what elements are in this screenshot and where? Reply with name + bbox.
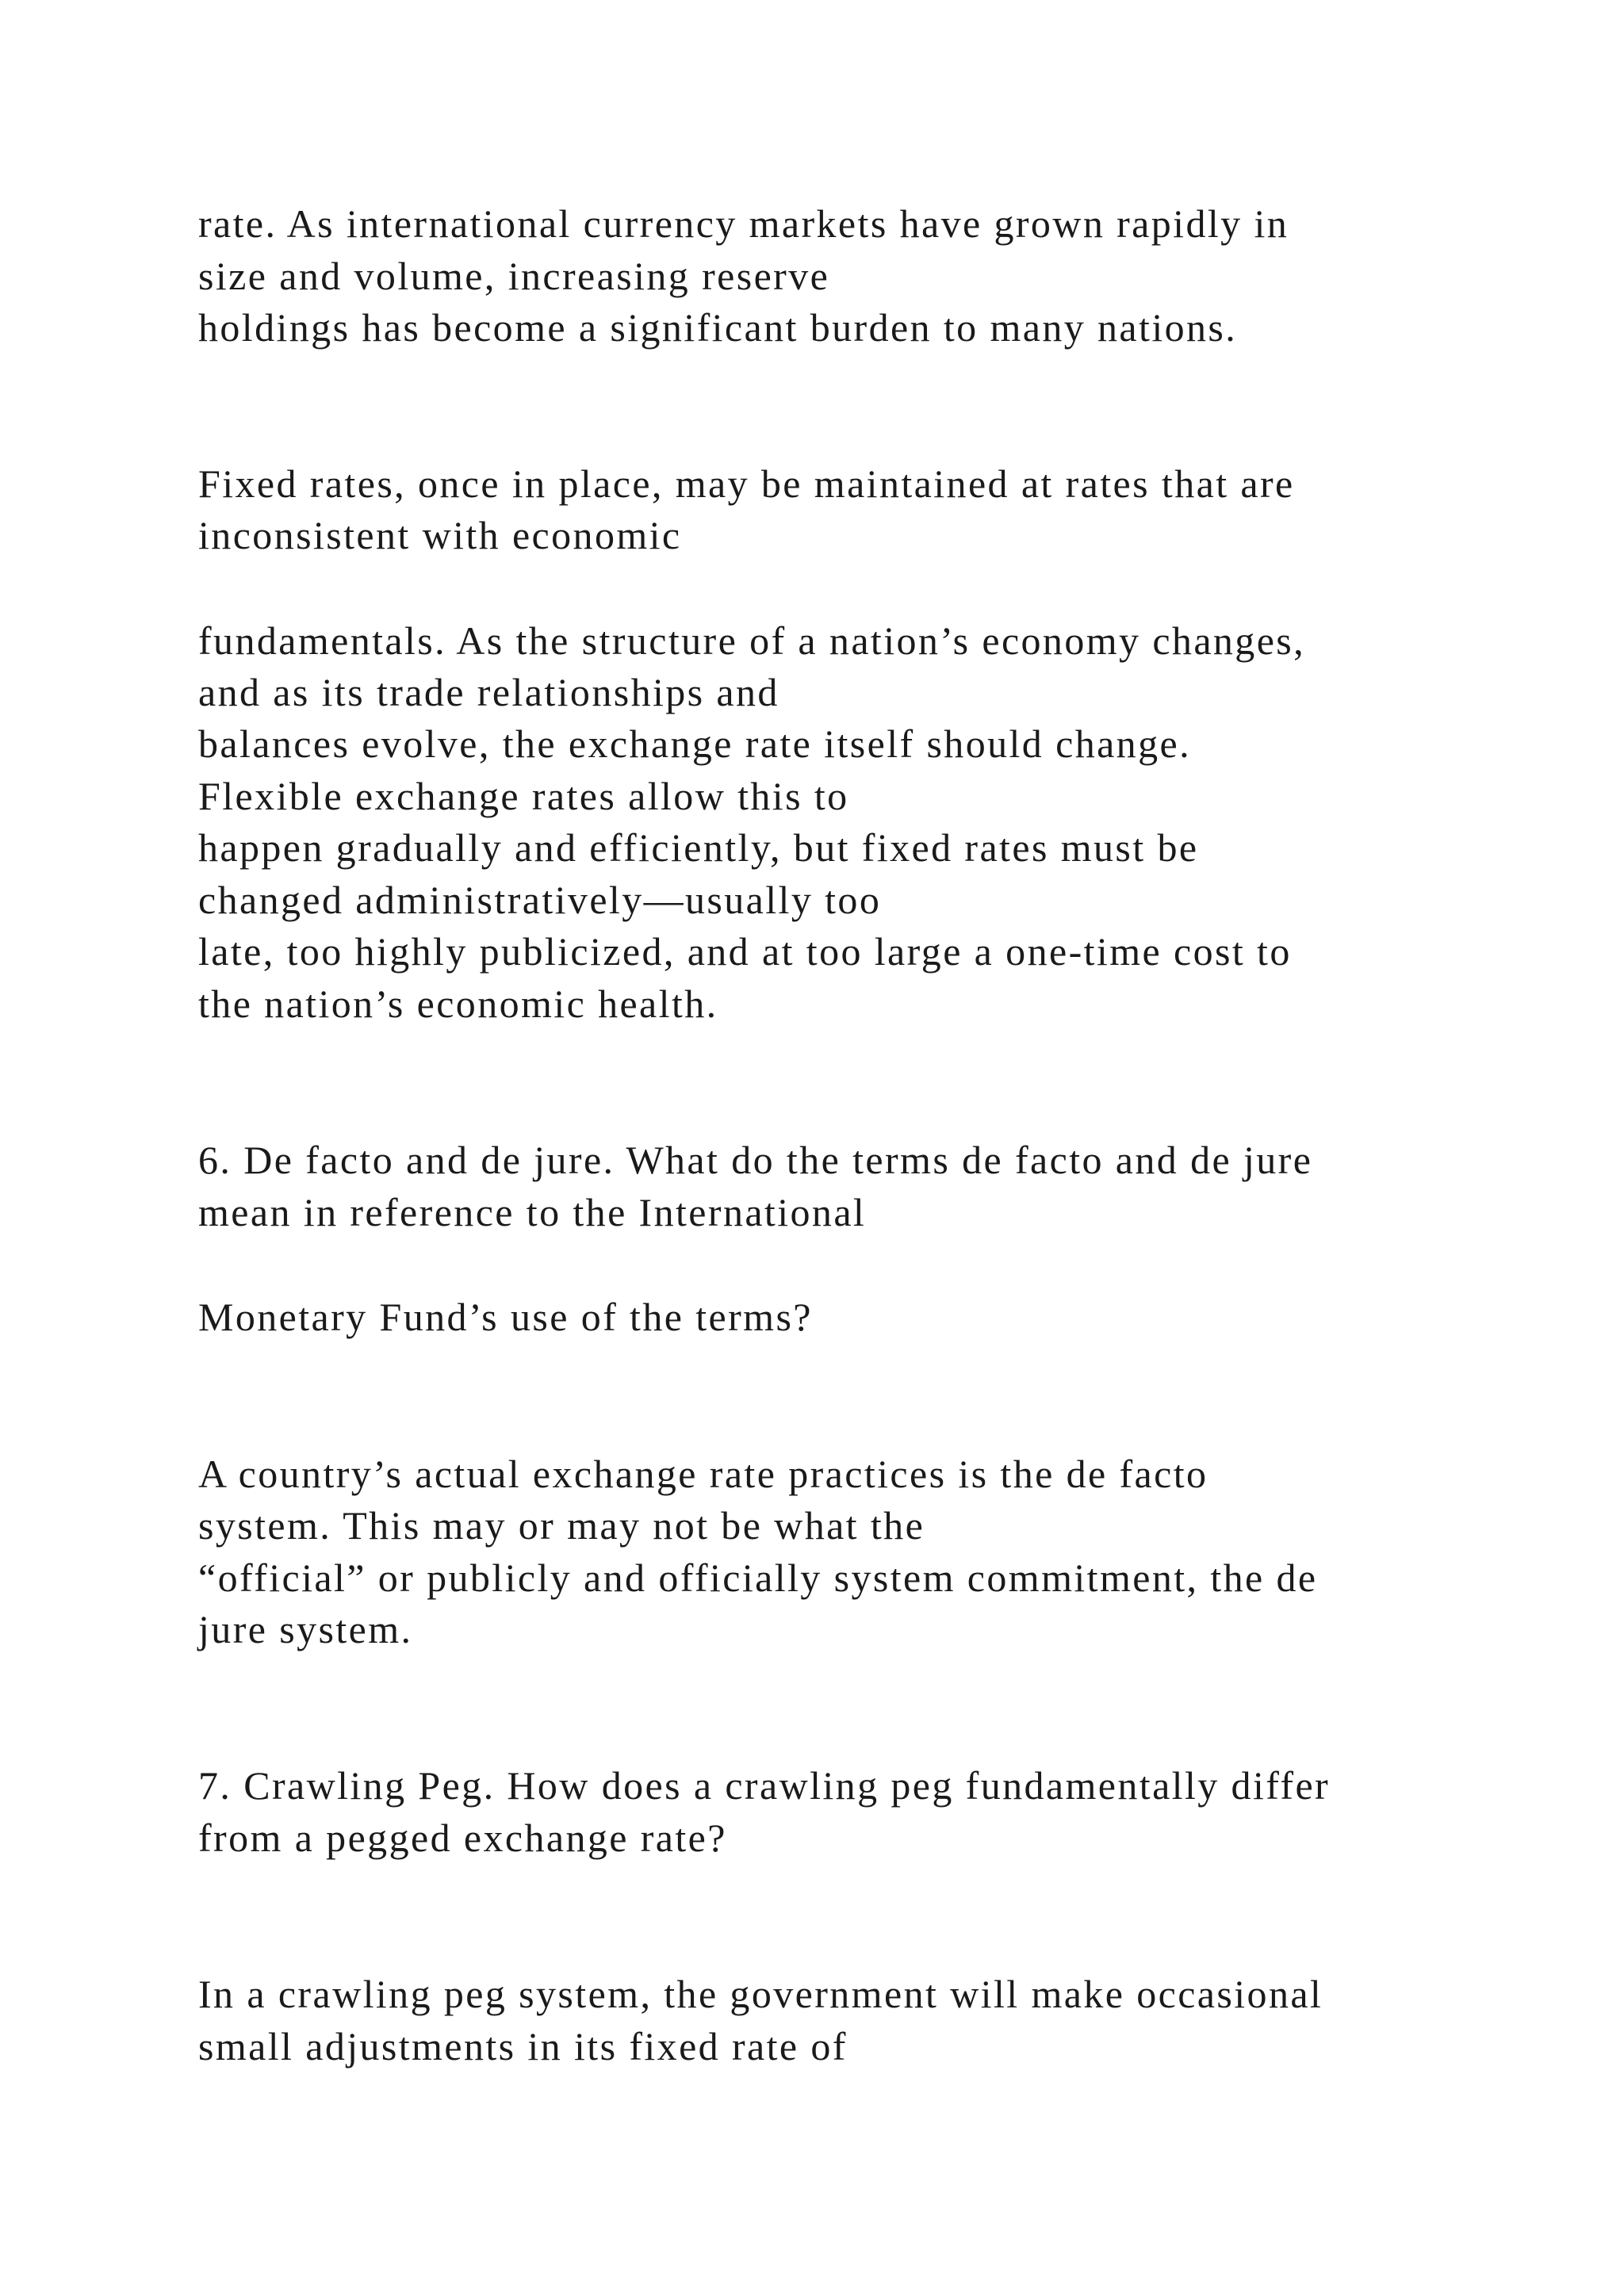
question-heading: 7. Crawling Peg. How does a crawling peg fundamentally differ bbox=[198, 1763, 1331, 1808]
text-line: Monetary Fund’s use of the terms? bbox=[198, 1295, 813, 1339]
question-heading: 6. De facto and de jure. What do the terms de facto and de jure bbox=[198, 1138, 1313, 1182]
text-line: mean in reference to the International bbox=[198, 1190, 867, 1234]
text-line: and as its trade relationships and bbox=[198, 670, 779, 714]
text-line: balances evolve, the exchange rate itself should change. bbox=[198, 721, 1191, 766]
text-line: fundamentals. As the structure of a nation’s economy changes, bbox=[198, 618, 1306, 663]
text-line: system. This may or may not be what the bbox=[198, 1503, 925, 1548]
text-line: “official” or publicly and officially system commitment, the de bbox=[198, 1556, 1318, 1600]
text-line: happen gradually and efficiently, but fixed rates must be bbox=[198, 825, 1199, 870]
text-line: small adjustments in its fixed rate of bbox=[198, 2024, 848, 2068]
text-line: size and volume, increasing reserve bbox=[198, 254, 830, 298]
text-line: holdings has become a significant burden to many nations. bbox=[198, 305, 1238, 350]
text-line: rate. As international currency markets have grown rapidly in bbox=[198, 201, 1289, 246]
text-line: In a crawling peg system, the government will make occasional bbox=[198, 1972, 1323, 2016]
text-line: A country’s actual exchange rate practices is the de facto bbox=[198, 1452, 1208, 1496]
text-line: Flexible exchange rates allow this to bbox=[198, 774, 849, 818]
text-line: from a pegged exchange rate? bbox=[198, 1816, 727, 1860]
text-line: jure system. bbox=[198, 1607, 413, 1651]
text-line: inconsistent with economic bbox=[198, 513, 682, 557]
text-line: changed administratively—usually too bbox=[198, 878, 882, 922]
text-line: late, too highly publicized, and at too large a one-time cost to bbox=[198, 929, 1292, 974]
text-line: the nation’s economic health. bbox=[198, 982, 718, 1026]
text-line: Fixed rates, once in place, may be maintained at rates that are bbox=[198, 461, 1295, 506]
